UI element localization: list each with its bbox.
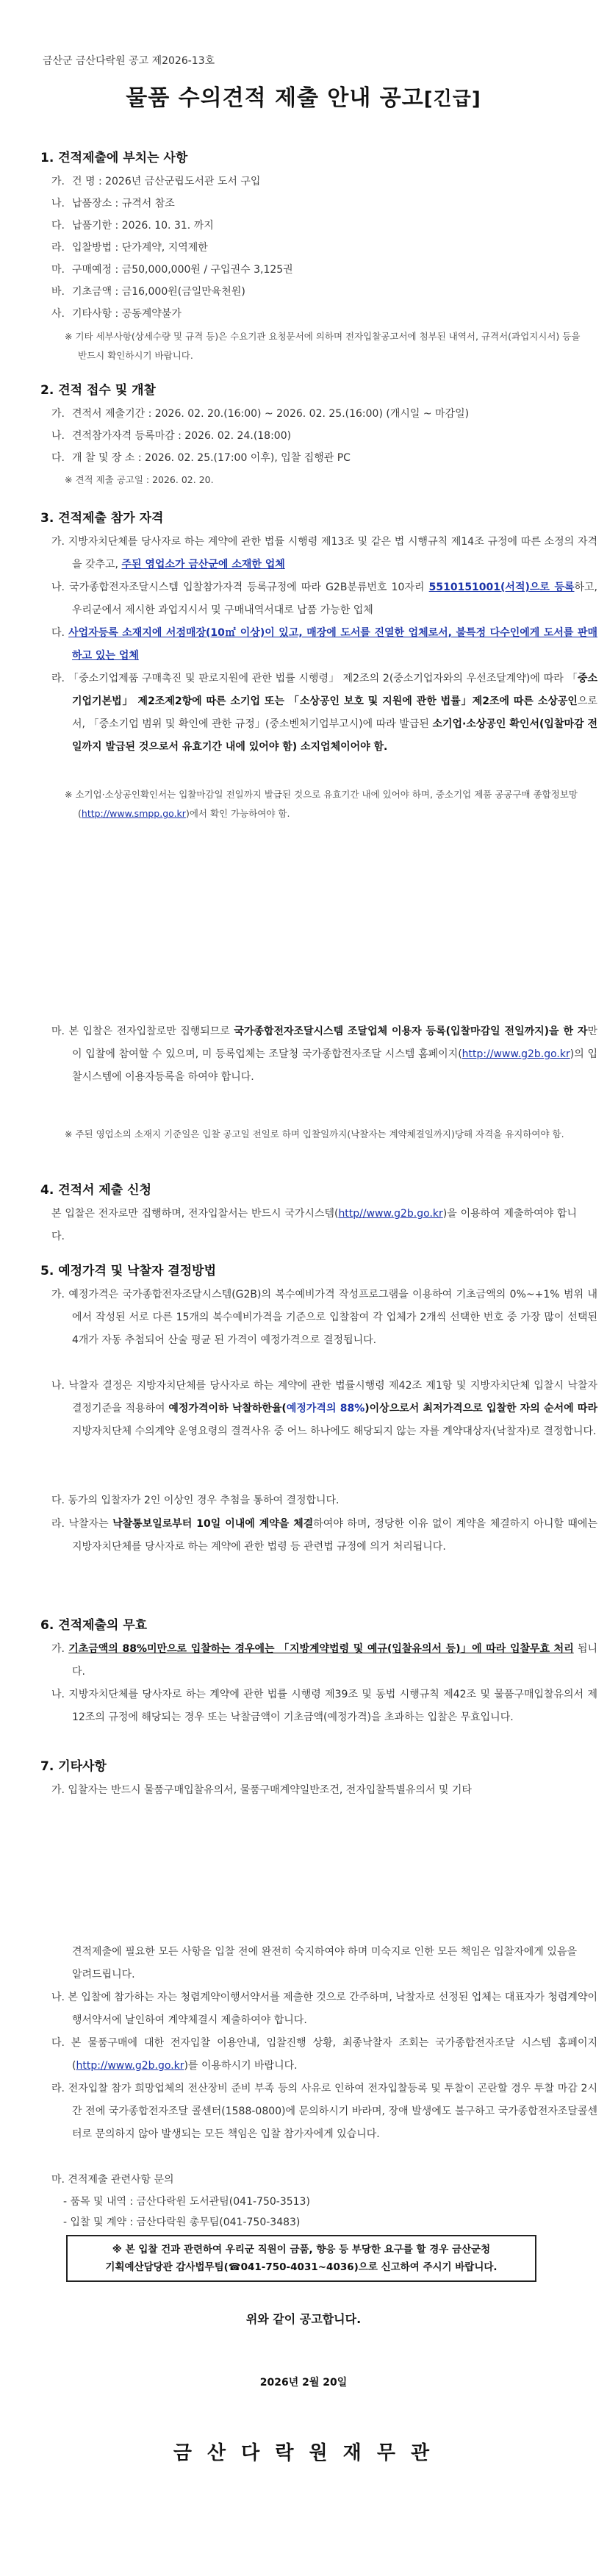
row-text: 견적서 제출기간 : 2026. 02. 20.(16:00) ~ 2026. 02. 25.(16:00) (개시일 ~ 마감일) — [72, 408, 470, 420]
notice-number: 금산군 금산다락원 공고 제2026-13호 — [43, 55, 215, 67]
row-text: 납품기한 : 2026. 10. 31. 까지 — [72, 220, 214, 232]
sec5-item-ra — [51, 1513, 597, 1559]
row-label: 다. — [51, 220, 65, 232]
text: 만이 입찰에 참여할 수 있으며, 미 등록업체는 조달청 국가종합전자조달 시스템 홈페이지( — [72, 1026, 597, 1060]
row-text: 기타사항 : 공동계약불가 — [72, 308, 182, 320]
sec1-row — [51, 215, 573, 237]
section-1-heading: 1. 견적제출에 부치는 사항 — [40, 151, 188, 165]
sec5-item-da: 다. 동가의 입찰자가 2인 이상인 경우 추첨을 통하여 결정합니다. — [51, 1495, 340, 1506]
highlight: 5510151001(서적)으로 등록 — [428, 582, 575, 593]
notice-date: 2026년 2월 20일 — [259, 2377, 348, 2389]
highlight: 주된 영업소가 금산군에 소재한 업체 — [121, 559, 285, 570]
text: )의 입찰시스템에 이용자등록을 하여야 합니다. — [72, 1048, 597, 1083]
row-text: 구매예정 : 금50,000,000원 / 구입권수 3,125권 — [72, 264, 293, 276]
section-2-heading: 2. 견적 접수 및 개찰 — [40, 383, 156, 398]
sec3-item-na — [51, 576, 597, 622]
row-label: 마. — [51, 264, 65, 276]
sec3-item-ga — [51, 531, 597, 576]
sec3-ra-note — [65, 785, 585, 823]
sec7-item-ma: 마. 견적제출 관련사항 문의 — [51, 2174, 174, 2186]
highlight: )이상으로서 최저가격으로 입찰한 자의 순서에 따라 — [364, 1403, 597, 1414]
g2b-link[interactable]: http://www.g2b.go.kr — [76, 2060, 184, 2072]
sec7-item-na: 나. 본 입찰에 참가하는 자는 청렴계약이행서약서를 제출한 것으로 간주하며, 낙찰자로 선정된 업체는 대표자가 청렴계약이행서약서에 날인하여 계약체결시 제출하여야 합니다. — [51, 1992, 597, 2026]
row-label: 다. — [51, 452, 65, 464]
row-label: 나. — [51, 430, 65, 442]
sec1-note: ※ 기타 세부사항(상세수량 및 규격 등)은 수요기관 요청문서에 의하며 전자입찰공고서에 첨부된 내역서, 규격서(과업지시서) 등을 반드시 확인하시기 바랍니다. — [65, 331, 581, 361]
sec3-item-ma — [51, 1020, 597, 1089]
highlight: 예정가격이하 낙찰하한율( — [168, 1403, 287, 1414]
section-7-heading: 7. 기타사항 — [40, 1759, 107, 1774]
sec1-row — [51, 237, 573, 259]
text: 하여야 하며, 정당한 이유 없이 계약을 체결하지 아니할 때에는 지방자치단체를 당사자로 하는 계약에 관한 법령 등 관련법 규정에 의거 처리됩니다. — [72, 1518, 597, 1553]
highlight: 국가종합전자조달시스템 조달업체 이용자 등록(입찰마감일 전일까지)을 한 자 — [234, 1026, 588, 1037]
contact-item: - 입찰 및 계약 : 금산다락원 총무팀(041-750-3483) — [63, 2217, 301, 2228]
sec7-item-ga-start: 가. 입찰자는 반드시 물품구매입찰유의서, 물품구매계약일반조건, 전자입찰특별유의서 및 기타 — [51, 1784, 472, 1796]
title-main: 물품 수의견적 제출 안내 공고 — [126, 85, 424, 111]
text: )를 이용하시기 바랍니다. — [184, 2060, 298, 2072]
section-6-heading: 6. 견적제출의 무효 — [40, 1618, 148, 1633]
row-text: 개 찰 및 장 소 : 2026. 02. 25.(17:00 이후), 입찰 집행관 PC — [72, 452, 351, 464]
section-3-heading: 3. 견적제출 참가 자격 — [40, 511, 164, 526]
box-line: 기획예산담당관 감사법무팀(☎041-750-4031~4036)으로 신고하여 주시기 바랍니다. — [105, 2261, 498, 2273]
sec2-row — [51, 447, 573, 469]
text: 라. 「중소기업제품 구매촉진 및 판로지원에 관한 법률 시행령」 제2조의 2(중소기업자와의 우선조달계약)에 따라 「 — [51, 673, 578, 684]
sec2-row — [51, 403, 573, 425]
sec2-row — [51, 425, 573, 447]
highlight: 중소기업기본법」 제2조제2항에 따른 소기업 또는 「소상공인 보호 및 지원에 관한 법률」제2조에 따른 소상공인 — [72, 673, 597, 707]
closing-statement: 위와 같이 공고합니다. — [245, 2312, 362, 2326]
sec1-row — [51, 259, 573, 281]
row-label: 가. — [51, 176, 65, 187]
text: )을 이용하여 제출하여야 합니다. — [51, 1208, 577, 1242]
text: 가. 지방자치단체를 당사자로 하는 계약에 관한 법률 시행령 제13조 및 같은 법 시행규칙 제14조 규정에 따른 소정의 자격을 갖추고, — [51, 536, 597, 570]
sec3-item-ra — [51, 668, 597, 759]
section-4-heading: 4. 견적서 제출 신청 — [40, 1183, 151, 1198]
sec3-ma-note: ※ 주된 영업소의 소재지 기준일은 입찰 공고일 전일로 하며 입찰일까지(낙찰자는 계약체결일까지)당해 자격을 유지하여야 함. — [65, 1128, 564, 1139]
text: 다. 본 물품구매에 대한 전자입찰 이용안내, 입찰진행 상황, 최종낙찰자 조회는 국가종합전자조달 시스템 홈페이지( — [51, 2037, 597, 2072]
text: )에서 확인 가능하여야 함. — [185, 808, 290, 819]
sec5-item-ga: 가. 예정가격은 국가종합전자조달시스템(G2B)의 복수예비가격 작성프로그램을 이용하여 기초금액의 0%~+1% 범위 내에서 작성된 서로 다른 15개의 복수예비가격을 기준으로 입찰참여 각 업체가 2개씩 선택한 번호 중 가장 많이 선택된 4개가 자동 추첨되어 산술 평균 된 가격이 예정가격으로 결정됩니다. — [51, 1289, 597, 1346]
text: 본 입찰은 전자로만 집행하며, 전자입찰서는 반드시 국가시스템( — [51, 1208, 339, 1220]
text: 나. 국가종합전자조달시스템 입찰참가자격 등록규정에 따라 G2B분류번호 10자리 — [51, 582, 429, 593]
row-label: 라. — [51, 242, 65, 254]
sec7-item-da — [51, 2032, 597, 2078]
text: 하고, 우리군에서 제시한 과업지시서 및 구매내역서대로 납품 가능한 업체 — [72, 582, 597, 616]
row-text: 납품장소 : 규격서 참조 — [72, 198, 175, 210]
smpp-link[interactable]: http://www.smpp.go.kr — [81, 808, 186, 819]
text: 으로서, 「중소기업 범위 및 확인에 관한 규정」(중소벤처기업부고시)에 따라 발급된 — [72, 695, 597, 730]
page-title — [0, 79, 607, 112]
sec3-item-da — [51, 622, 597, 668]
sec7-item-ra: 라. 전자입찰 참가 희망업체의 전산장비 준비 부족 등의 사유로 인하여 전자입찰등록 및 투찰이 곤란할 경우 투찰 마감 2시간 전에 국가종합전자조달 콜센터(1588-0800)에 문의하시기 바라며, 장애 발생에도 불구하고 국가종합전자조달콜센터로 문의하지 않아 발생되는 모든 책임은 입찰 참가자에게 있습니다. — [51, 2083, 597, 2140]
sec1-row — [51, 193, 573, 215]
row-text: 견적참가자격 등록마감 : 2026. 02. 24.(18:00) — [72, 430, 292, 442]
row-text: 입찰방법 : 단가계약, 지역제한 — [72, 242, 208, 254]
g2b-link[interactable]: http//www.g2b.go.kr — [338, 1208, 443, 1220]
text: 됩니다. — [72, 1643, 598, 1678]
highlight: 낙찰통보일로부터 10일 이내에 계약을 체결 — [112, 1518, 314, 1530]
row-text: 기초금액 : 금16,000원(금일만육천원) — [72, 286, 245, 298]
row-label: 바. — [51, 286, 65, 298]
g2b-link[interactable]: http://www.g2b.go.kr — [461, 1048, 570, 1060]
text: ※ 소기업·소상공인확인서는 입찰마감일 전일까지 발급된 것으로 유효기간 내에 있어야 하며, 중소기업 제품 공공구매 종합정보망( — [65, 789, 578, 819]
row-label: 사. — [51, 308, 65, 320]
sec2-note: ※ 견적 제출 공고일 : 2026. 02. 20. — [65, 474, 214, 485]
sec6-item-na: 나. 지방자치단체를 당사자로 하는 계약에 관한 법률 시행령 제39조 및 동법 시행규칙 제42조 및 물품구매입찰유의서 제12조의 규정에 해당되는 경우 또는 낙찰금액이 기초금액(예정가격)을 초과하는 입찰은 무효입니다. — [51, 1689, 597, 1723]
sec5-item-na — [51, 1375, 597, 1443]
section-5-heading: 5. 예정가격 및 낙찰자 결정방법 — [40, 1264, 217, 1278]
sec6-item-ga — [51, 1638, 597, 1684]
text: 나. 낙찰자 결정은 지방자치단체를 당사자로 하는 계약에 관한 법률시행령 제42조 제1항 및 지방자치단체 입찰시 낙찰자 결정기준을 적용하여 — [51, 1380, 597, 1414]
sec1-row — [51, 171, 573, 193]
text: 라. 낙찰자는 — [51, 1518, 113, 1530]
text: 마. 본 입찰은 전자입찰로만 집행되므로 — [51, 1026, 234, 1037]
text: 다. — [51, 627, 69, 639]
sec1-row — [51, 281, 573, 303]
sec7-item-ga-cont: 견적제출에 필요한 모든 사항을 입찰 전에 완전히 숙지하여야 하며 미숙지로 인한 모든 책임은 입찰자에게 있음을 알려드립니다. — [72, 1946, 577, 1981]
row-text: 건 명 : 2026년 금산군립도서관 도서 구입 — [72, 176, 261, 187]
contact-item: - 품목 및 내역 : 금산다락원 도서관팀(041-750-3513) — [63, 2196, 310, 2208]
text: 지방자치단체 수의계약 운영요령의 결격사유 중 어느 하나에도 해당되지 않는 자를 계약대상자(낙찰자)로 결정합니다. — [72, 1425, 597, 1437]
highlight: 소기업·소상공인 확인서(입찰마감 전일까지 발급된 것으로서 유효기간 내에 있어야 함) 소지업체이어야 함. — [72, 718, 597, 753]
row-label: 가. — [51, 408, 65, 420]
highlight: 예정가격의 88% — [286, 1403, 365, 1414]
highlight: 사업자등록 소재지에 서점매장(10㎡ 이상)이 있고, 매장에 도서를 진열한 업체로서, 불특정 다수인에게 도서를 판매하고 있는 업체 — [68, 627, 597, 662]
box-line: ※ 본 입찰 건과 관련하여 우리군 직원이 금품, 향응 등 부당한 요구를 할 경우 금산군청 — [112, 2244, 491, 2255]
row-label: 나. — [51, 198, 65, 210]
sec1-row — [51, 303, 573, 325]
highlight: 기초금액의 88%미만으로 입찰하는 경우에는 「지방계약법령 및 예규(입찰유의서 등)」에 따라 입찰무효 처리 — [68, 1643, 574, 1655]
text: 가. — [51, 1643, 69, 1655]
issuer-name: 금 산 다 락 원 재 무 관 — [173, 2442, 434, 2464]
report-notice-box — [66, 2235, 536, 2282]
title-tag: [긴급] — [423, 88, 481, 110]
sec4-text — [51, 1203, 577, 1248]
